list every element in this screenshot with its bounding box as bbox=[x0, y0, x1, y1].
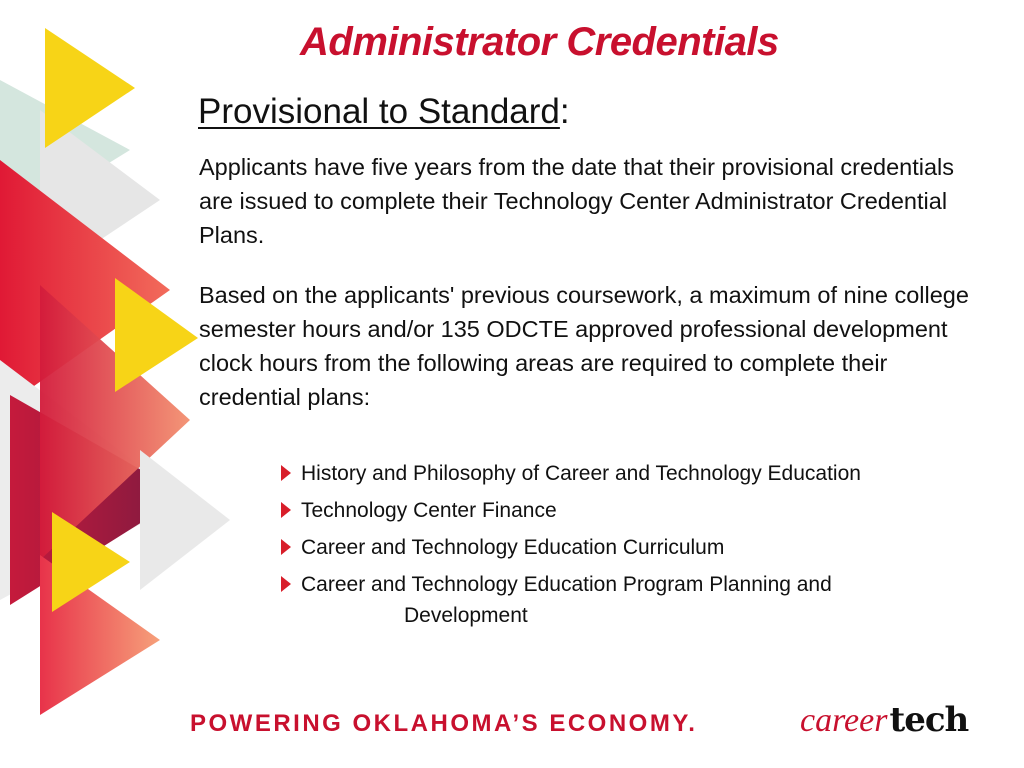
list-item-continuation: Development bbox=[404, 604, 528, 627]
logo-tech-text: tech bbox=[889, 700, 969, 740]
bullet-arrow-icon bbox=[281, 576, 291, 592]
required-areas-list bbox=[281, 458, 941, 637]
list-item bbox=[281, 569, 941, 631]
paragraph-provisional: Applicants have five years from the date that their provisional credentials are issued to complete their Technology Center Administrator Credential Plans. bbox=[199, 154, 955, 248]
careertech-logo bbox=[800, 700, 968, 740]
paragraph-coursework: Based on the applicants' previous coursework, a maximum of nine college semester hours and/or 135 ODCTE approved professional development clock hours from the following areas are required to complete their credential plans: bbox=[199, 282, 969, 410]
slide-subtitle bbox=[198, 92, 570, 132]
list-item-text: Career and Technology Education Program Planning and bbox=[301, 573, 832, 596]
bullet-arrow-icon bbox=[281, 465, 291, 481]
subtitle-underlined: Provisional to Standard bbox=[198, 92, 560, 131]
slide-title: Administrator Credentials bbox=[300, 20, 779, 64]
list-item-text: Career and Technology Education Curriculum bbox=[301, 536, 725, 559]
list-item-text: History and Philosophy of Career and Technology Education bbox=[301, 462, 861, 485]
list-item bbox=[281, 532, 941, 563]
decorative-triangles bbox=[0, 0, 230, 720]
bullet-arrow-icon bbox=[281, 539, 291, 555]
list-item-text: Technology Center Finance bbox=[301, 499, 557, 522]
footer-tagline: POWERING OKLAHOMA’S ECONOMY. bbox=[190, 710, 698, 737]
logo-career-text: career bbox=[800, 702, 888, 739]
subtitle-suffix: : bbox=[559, 92, 570, 131]
bullet-arrow-icon bbox=[281, 502, 291, 518]
list-item bbox=[281, 495, 941, 526]
list-item bbox=[281, 458, 941, 489]
